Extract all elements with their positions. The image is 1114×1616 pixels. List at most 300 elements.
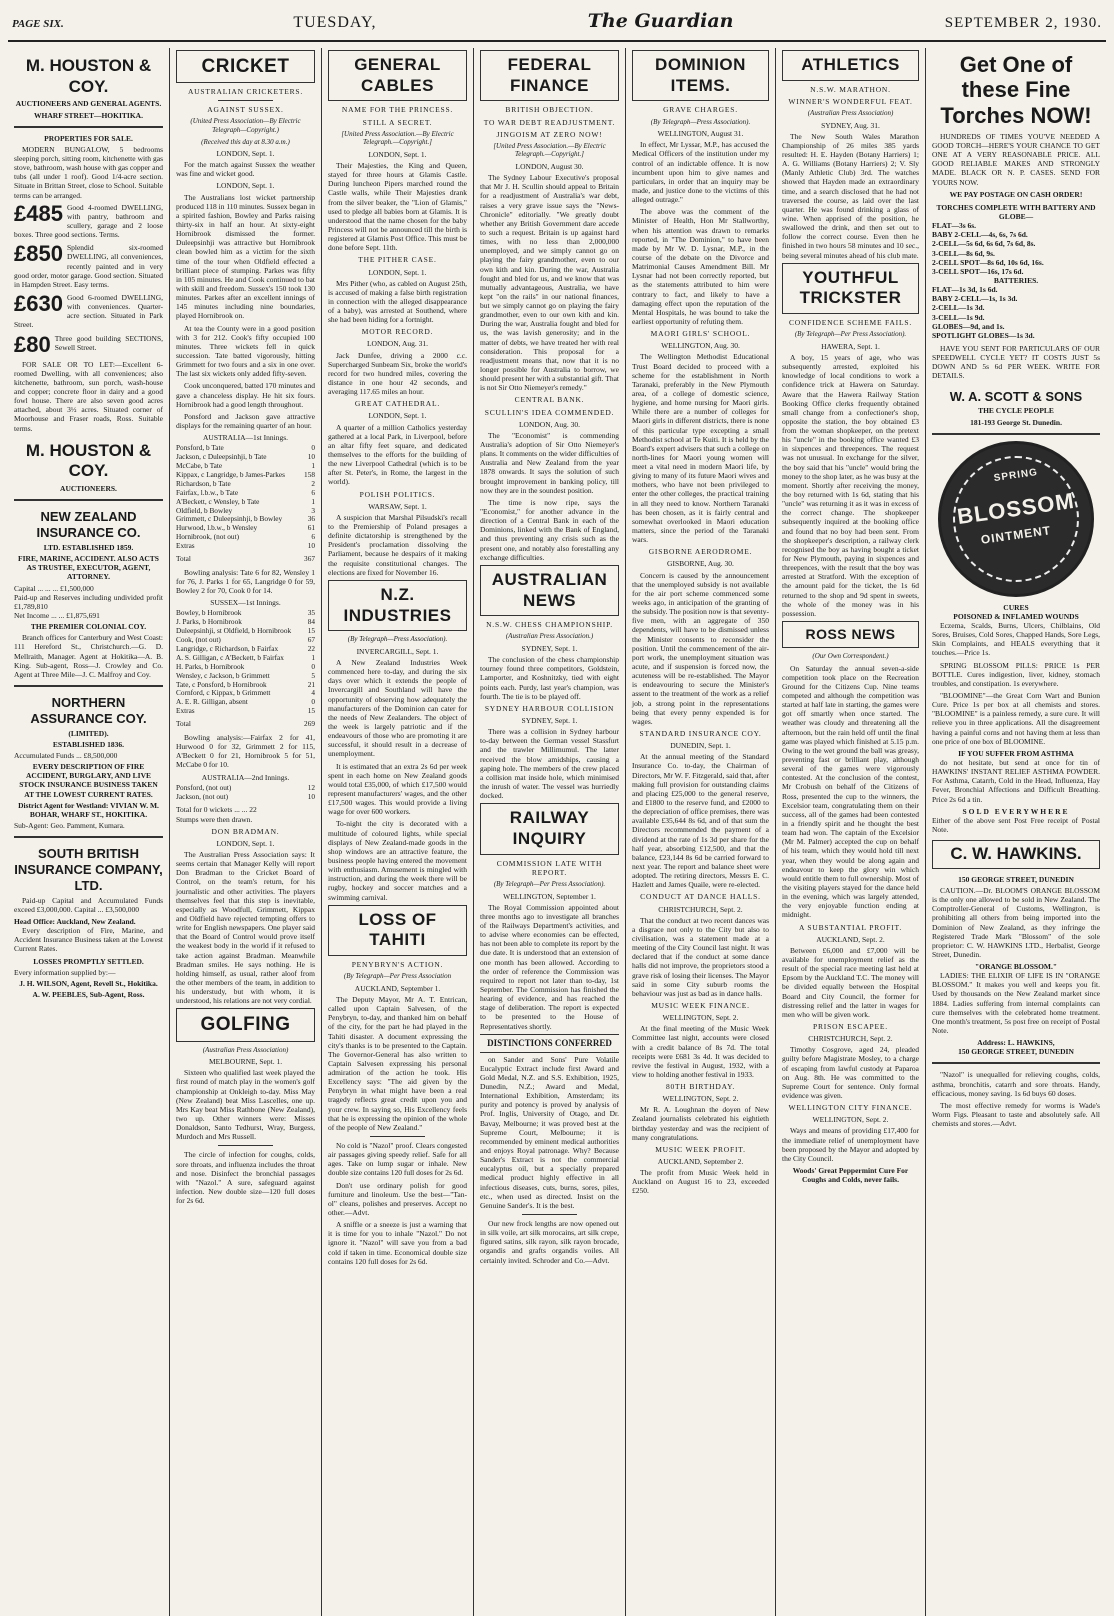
batsman: Richardson, b Tate (176, 478, 231, 488)
nz-industries-para-1: A New Zealand Industries Week commenced here to-day, and during the six days over which it extends the people of Invercargill and Southland will have the opportunity of observing how adequately the manufacturers of the Dominion can cater for the needs of New Zealanders. The object of the week is largely patriotic and if the endeavours of those who are promoting it are successful, it should result in a decrease of unemployment. (328, 658, 467, 759)
battery-price-item: SPOTLIGHT GLOBES—1s 3d. (932, 330, 1035, 340)
general-cables-heading: GENERAL CABLES (328, 50, 467, 101)
dateline: GISBORNE, Aug. 30. (667, 559, 734, 569)
escapee-para: Timothy Cosgrove, aged 24, pleaded guilty before Magistrate Mosley, to a charge of escaping from lawful custody at Paparoa on Aug. 8th. He was committed to the Supreme Court for sentence. Only formal evidence was given. (782, 1045, 919, 1100)
battery-price-item: GLOBES—9d, and 1s. (932, 321, 1005, 331)
birthday-heading: 80TH BIRTHDAY. (665, 1082, 736, 1092)
nz-insurance-branch: Branch offices for Canterbury and West Coast: 111 Hereford St., Christchurch.—G. D. Mellraith, Manager. Agent at Hokitika—A. B. King. Sub-agent, Ross—J. Crowley and Co. Agent at Three Mile—J. C. Malfroy and Coy. (14, 633, 163, 679)
runs: 1 (311, 496, 315, 506)
torch-price-item: 3-CELL SPOT—16s, 17s 6d. (932, 266, 1024, 276)
nazol-advert-2: A sniffle or a sneeze is just a warning that it is time for you to inhale "Nazol." Do not ignore it. "Nazol" will save you from a bad cold if taken in time. Economical double size contains 120 full doses for 2s 6d. (328, 1220, 467, 1266)
logo-word-top: SPRING (993, 466, 1039, 484)
dominion-items-heading: DOMINION ITEMS. (632, 50, 769, 101)
princess-para: Their Majesties, the King and Queen, stayed for three hours at Glamis Castle. During luncheon Pipers marched round the Castle walls, while Their Majesties drank from the silver beaker, the "Lion of Glamis," used to pledge all babies born at Glamis. It is understood that the name chosen for the baby Princess will not be announced till the birth is registered at Glamis Post Office. This must be done before Sept. 11th. (328, 160, 467, 253)
scott-sons-address: 181-193 George St. Dunedin. (970, 417, 1062, 427)
scott-sons-sub: THE CYCLE PEOPLE (978, 406, 1054, 416)
dateline: DUNEDIN, Sept. 1. (670, 741, 731, 751)
dateline: INVERCARGILL, Sept. 1. (356, 646, 439, 656)
torch-price-list (932, 221, 1100, 276)
houston-firm: M. HOUSTON & COY. (25, 56, 152, 96)
south-british-agent-2: A. W. PEEBLES, Sub-Agent, Ross. (32, 989, 145, 999)
logo-word-main: BLOSSOM (955, 487, 1077, 529)
motor-heading: MOTOR RECORD. (361, 327, 434, 337)
battery-price-item: BABY 2-CELL—1s, 1s 3d. (932, 294, 1018, 304)
scorecard-row (176, 533, 315, 542)
dominion-source: (By Telegraph—Press Association). (650, 117, 751, 126)
blossom-pills: SPRING BLOSSOM PILLS: PRICE 1s PER BOTTLE. Cures indigestion, liver, kidney, stomach troubles, and constipation. 1s everywhere. (932, 660, 1100, 688)
batsman: J. Parks, b Hornibrook (176, 617, 242, 627)
dateline: CHRISTCHURCH, Sept. 2. (658, 904, 743, 914)
newspaper-title: The Guardian (587, 10, 734, 32)
battery-price-list (932, 285, 1100, 340)
stumps-note: Stumps were then drawn. (176, 814, 253, 824)
batsman: Langridge, c Richardson, b Fairfax (176, 643, 279, 653)
runs: 0 (311, 661, 315, 671)
escapee-heading: PRISON ESCAPEE. (813, 1021, 888, 1031)
dateline: LONDON, Aug. 30. (518, 419, 581, 429)
south-british-agent-1: J. H. WILSON, Agent, Revell St., Hokitika. (19, 978, 158, 988)
runs: 6 (311, 487, 315, 497)
hawkins-name: C. W. HAWKINS. (932, 840, 1100, 869)
torch-price-item: 3-CELL—8s 6d, 9s. (932, 248, 995, 258)
hawkins-address: 150 GEORGE STREET, DUNEDIN (958, 874, 1074, 884)
princess-sub-2: STILL A SECRET. (362, 117, 433, 127)
nz-insurance-established: LTD. ESTABLISHED 1859. (43, 543, 134, 553)
asthma-heading: IF YOU SUFFER FROM ASTHMA (958, 748, 1074, 758)
northern-assurance-desc: EVERY DESCRIPTION OF FIRE ACCIDENT, BURGLARY, AND LIVE STOCK INSURANCE BUSINESS TAKEN AT THE LOWEST CURRENT RATES. (19, 762, 158, 799)
runs: 15 (307, 626, 315, 636)
nazol-advert-3: "Nazol" is unequalled for relieving coughs, colds, asthma, bronchitis, catarrh and sore throats. Handy, efficacious, money saving. 1s 6d buys 60 doses. (932, 1070, 1100, 1098)
masthead (8, 10, 1106, 42)
battery-price-item: 2-CELL—1s 3d. (932, 303, 985, 313)
birthday-para: Mr R. A. Loughnan the doyen of New Zealand journalists celebrated his eightieth birthday yesterday and was the recipient of many congratulations. (632, 1105, 769, 1142)
city-finance-para: Ways and means of providing £17,400 for the immediate relief of unemployment have been proposed by the Mayor and adopted by the City Council. (782, 1126, 919, 1163)
pither-para: Mrs Pither (who, as cabled on August 25th, is accused of making a false birth registration in connection with the alleged disappearance of a baby), was arrested at Southend, where she had been hiding for a fortnight. (328, 278, 467, 325)
columns (8, 48, 1106, 1616)
dateline: LONDON, August 30. (515, 161, 584, 171)
column-7-ads (926, 48, 1106, 1616)
torch-postage: WE PAY POSTAGE ON CASH ORDER! (949, 189, 1083, 199)
cricket-para-2: The Australians lost wicket partnership produced 118 in 110 minutes. Sussex began in a spirited fashion, Bowley and Parks raising thirty-six in half an hour. At sixty-eight Hornibrook dismissed the former. Duleepsinhji was attractive but Hornibrook clean bowled him as a victim for the sixth time of the tour when Oldfield effected a brilliant piece of stumping. Parkes was fifty in 105 minutes. He and Cook continued to bat with skill and freedom. Sussex's 150 took 130 minutes. Parkes after an excellent innings of 145 minutes including nine boundaries, played Hornibrook on. (176, 192, 316, 321)
divider (932, 433, 1100, 435)
cricket-received: (Received this day at 8.30 a.m.) (201, 137, 290, 146)
northern-assurance-title: NORTHERN ASSURANCE COY. (30, 694, 147, 726)
standard-insurance-heading: STANDARD INSURANCE COY. (639, 729, 762, 738)
dateline: WELLINGTON, Sept. 2. (662, 1013, 739, 1023)
aerodrome-heading: GISBORNE AERODROME. (648, 547, 753, 557)
dateline: WELLINGTON, September 1. (503, 891, 596, 901)
profit-para: Between £6,000 and £7,000 will be available for unemployment relief as the result of the special race meeting last held at Epsom by the Auckland T.C. The money will be divided equally between the Hospital Board and City Council, the former for distressing relief and the latter in wages for men who will be given work. (782, 945, 919, 1019)
tahiti-sub: PENYBRYN'S ACTION. (351, 960, 444, 970)
dateline: AUCKLAND, Sept. 2. (816, 934, 885, 944)
profit-heading: A SUBSTANTIAL PROFIT. (798, 922, 903, 932)
runs: 21 (307, 679, 315, 689)
pither-heading: THE PITHER CASE. (358, 255, 437, 265)
dateline: SYDNEY, Sept. 1. (521, 715, 578, 725)
south-british-desc: Every description of Fire, Marine, and Accident Insurance Business taken at the Lowest Current Rates. (14, 926, 163, 954)
logo-word-bottom: OINTMENT (979, 522, 1052, 547)
page-label: PAGE SIX. (12, 18, 64, 30)
orange-blossom-heading: "ORANGE BLOSSOM." (974, 962, 1058, 972)
blossom-poison: POISONED & INFLAMED WOUNDS (953, 611, 1079, 621)
batsman: Cook, (not out) (176, 635, 221, 645)
divider (14, 685, 163, 687)
nz-insurance-income: Net Income ... ... £1,875,691 (14, 611, 100, 620)
total-value: 367 (304, 553, 315, 563)
total-label: Total (176, 719, 191, 729)
divider (370, 1136, 426, 1137)
batsman: A. E. R. Gilligan, absent (176, 697, 248, 707)
general-cables-source: [United Press Association.—By Electric Telegraph.—Copyright.] (341, 129, 454, 147)
batsman: Grimmett, c Duleepsinhji, b Bowley (176, 514, 283, 524)
golfing-source: (Australian Press Association) (202, 1045, 289, 1054)
central-bank-sub: SCULLIN'S IDEA COMMENDED. (484, 407, 615, 417)
batsman: A. S. Gilligan, c A'Beckett, b Fairfax (176, 652, 284, 662)
nz-insurance-reserves: Paid-up and Reserves including undivided profit £1,789,810 (14, 592, 163, 611)
divider (14, 126, 163, 128)
maori-school-heading: MAORI GIRLS' SCHOOL. (650, 329, 751, 339)
nz-industries-para-2: It is estimated that an extra 2s 6d per week spent in each home on New Zealand goods would total £35,000, of which £17,500 would represent manufacturers' wages, and the other £17,500 wages. This would provide a living wage for over 600 workers. (328, 761, 467, 817)
property-6: FOR SALE OR TO LET:—Excellent 6-roomed Dwelling, with all conveniences; also kitchenette, bathroom, sun porch, wash-house and copper; concrete floor in dairy and a good fowl house. There are also seven good acres attached, about 3½ acres. Situated corner of Moorhouse and Fraser roads, Ross. Suitable terms. (14, 359, 163, 433)
bloomine-advert: "BLOOMINE"—the Great Corn Wart and Bunion Cure. Price 1s per box at all chemists and stores. "BLOOMINE" is a painless remedy, a sure cure. It will relieve you in three applications. All the disagreement having a painful corns and not having them at less than one price of one box of BLOOMINE. (932, 690, 1100, 746)
music-week-profit-para: The profit from Music Week held in Auckland on August 16 to 23, exceeded £250. (632, 1168, 769, 1196)
batsman: McCabe, b Tate (176, 461, 223, 471)
dateline: HAWERA, Sept. 1. (821, 341, 880, 351)
runs: 6 (311, 532, 315, 542)
spring-blossom-logo (938, 441, 1094, 597)
woods-advert: Woods' Great Peppermint Cure For Coughs and Colds, never fails. (792, 1165, 909, 1185)
sold-note: Either of the above sent Post Free receipt of Postal Note. (932, 815, 1100, 834)
grave-charges-sub: GRAVE CHARGES. (663, 105, 738, 115)
cricket-dateline: LONDON, Sept. 1. (216, 149, 275, 159)
price-3: £630 (14, 291, 63, 316)
tahiti-heading: LOSS OF TAHITI (328, 905, 467, 956)
standard-insurance-para: At the annual meeting of the Standard Insurance Co. to-day, the Chairman of Directors, Mr W. F. Fitzgerald, said that, after making full provision for outstanding claims and placing £25,000 to the general reserve, and £1800 to the reserve fund, and £2000 to the depreciation of office premises, there was available £35,644 8s 6d, and of that sum the Directors recommended the payment of a dividend at the rate of 1s 3d per share for the half year, absorbing £12,500, and that the balance, £23,144 8s 6d be carried forward to next year. The report and balance sheet were adopted. The retiring directors, Messrs E. C. Hazlett and James Quaile, were re-elected. (632, 752, 769, 890)
properties-heading: PROPERTIES FOR SALE. (44, 133, 133, 143)
price-2: £850 (14, 241, 63, 267)
railway-inquiry-heading: RAILWAY INQUIRY (480, 803, 619, 854)
batsman: Tate, c Ponsford, b Hornibrook (176, 679, 267, 689)
houston-sub-2: AUCTIONEERS. (60, 484, 117, 494)
dateline: WELLINGTON, August 31. (657, 129, 744, 139)
federal-para-1: The Sydney Labour Executive's proposal that Mr J. H. Scullin should appeal to Britain for a readjustment of Australia's war debt, raises a very grave issue says the "News-Chronicle" editorially. "We greatly doubt whether any British Government dare accede to such a request. Britain is up against hard times, with no less than 2,000,000 unemployed, and we simply cannot go on playing the fairy grandmother, even to our own kith and kin. During the war, Australia fought and bled for us, and we know that was mutually advantageous, Australia, we have kept "on the rails" in our national finances, but we simply cannot go on playing the fairy grandmother, even to our own kith and kin. During the war, Australia fought and bled for us, the was lavish generosity; and in the matter of debts, we have treated her with real consideration. This proposal for a readjustment means that, now that it is no longer possible for Australia to borrow, we should present her with a substantial gift. That is not Sir Otto Niemeyer's remedy." (480, 173, 620, 393)
schroder-advert: Our new frock lengths are now opened out in silk voile, art silk morocains, art silk crepe, figured satins, silk rayon, silk rayon brocade, organdis and grafts organdis voiles. All certainly invited. Schroder and Co.—Advt. (480, 1219, 619, 1265)
dance-halls-para: That the conduct at two recent dances was a disgrace not only to the City but also to civilisation, was a statement made at a meeting of the City Council last night. It was declared that if the conduct at some dance halls did not improve, the proprietors stood a grave risk of losing their licenses. The Mayor said in some City suburb rooms the behaviour was just as bad as in dance halls. (632, 915, 769, 998)
ross-source: (Our Own Correspondent.) (812, 652, 889, 661)
runs: 0 (311, 697, 315, 707)
property-4: Good 6-roomed DWELLING, with conveniences. Quarter-acre section. Situated in Park Street. (14, 293, 163, 330)
athletics-source: (Australian Press Association) (807, 109, 894, 118)
confidence-sub: CONFIDENCE SCHEME FAILS. (788, 318, 913, 328)
central-bank-para-1: The "Economist" is commending Australia's adoption of Sir Otto Niemeyer's plans. It comments on the wider difficulties of Australia and New Zealand from the year 1878 onwards. It says the solution of such brought improvement in banking policy, till now they are in the soundest position. (480, 430, 619, 495)
batsman: Bowley, b Hornibrook (176, 608, 242, 618)
youthful-trickster-heading: YOUTHFUL TRICKSTER (782, 263, 919, 314)
dateline: AUCKLAND, September 1. (354, 983, 441, 993)
dance-halls-heading: CONDUCT AT DANCE HALLS. (640, 892, 761, 902)
south-british-info: Every information supplied by:— (14, 967, 116, 977)
column-5-dominion-items (626, 48, 776, 1616)
divider (218, 1145, 274, 1146)
batteries-heading: BATTERIES. (993, 276, 1039, 285)
column-2-cricket (170, 48, 322, 1616)
collision-para: There was a collision in Sydney harbour to-day between the German vessel Stassfurt and the trawler Millimumul. The latter received the blow amidships, causing a gaping hole. The members of the crew placed a collision mat inside hole, which minimised the inrush of water. The vessel was hurriedly docked. (480, 727, 619, 801)
batsman: H. Parks, b Hornibrook (176, 661, 245, 671)
polish-heading: POLISH POLITICS. (359, 489, 436, 499)
cricket-source: (United Press Association—By Electric Telegraph—Copyright.) (190, 117, 301, 134)
batsman: Duleepsinhji, st Oldfield, b Hornibrook (176, 626, 292, 636)
cathedral-heading: GREAT CATHEDRAL. (354, 399, 441, 409)
scott-sons-name: W. A. SCOTT & SONS (949, 388, 1083, 404)
athletics-heading: ATHLETICS (782, 50, 919, 81)
federal-sub-1: BRITISH OBJECTION. (505, 105, 594, 115)
tanol-advert: Don't use ordinary polish for good furniture and linoleum. Use the best—"Tan-ol" cleans, polishes and preserves. Accept no other.—Advt. (328, 1180, 467, 1218)
runs: 10 (307, 541, 315, 551)
torch-price-item: 2-CELL SPOT—8s 6d, 10s 6d, 16s. (932, 257, 1044, 267)
dateline: SYDNEY, Sept. 1. (521, 644, 578, 653)
australia-2nd-total: Total for 0 wickets ... ... 22 (176, 805, 257, 815)
music-week-finance-para: At the final meeting of the Music Week Committee last night, accounts were closed with a credit balance of 8s 7d. The total receipts were £681 3s 4d. It was decided to revive the festival in August, 1932, with a view to holding another festival in 1933. (632, 1024, 769, 1079)
batsman: Ponsford, b Tate (176, 443, 224, 453)
batsman: Hurwood, l.b.w., b Wensley (176, 523, 258, 533)
property-1: MODERN BUNGALOW, 5 bedrooms sleeping porch, sitting room, kitchenette with gas stove, bathroom, wash house with gas copper and tubs (all under 1 roof). Good 1/4-acre section. Situate in Brittan Street, close to School. Suitable terms can be arranged. (14, 144, 163, 200)
chess-heading: N.S.W. CHESS CHAMPIONSHIP. (486, 620, 613, 630)
aerodrome-para: Concern is caused by the announcement that the unemployed subsidy is not available for the air port scheme commenced some weeks ago, in anticipation of the granting of the subsidy. The position now is that seventy-five men, with an aggregate of 350 dependents, will have to be dismissed unless the Minister consents to reconsider the position. Until the commencement of the air-port work, the unemployment situation was acute, and if suspension is forced now, the acuteness will be re-established. The Mayor is endeavouring to secure the Minister's assent to the treatment of the work as a relief job, a strong point in the representations being that every penny expended is for wages. (632, 570, 769, 726)
collision-heading: SYDNEY HARBOUR COLLISION (484, 703, 615, 713)
batsman: Kippax, c Langridge, b James-Parkes (176, 469, 286, 479)
cricket-para-1: For the match against Sussex the weather was fine and wicket good. (176, 160, 315, 179)
marathon-sub: N.S.W. MARATHON. (810, 84, 891, 94)
northern-assurance-subagent: Sub-Agent: Geo. Pamment, Kumara. (14, 820, 125, 830)
winner-sub: WINNER'S WONDERFUL FEAT. (788, 96, 913, 106)
batsman: Hornibrook, (not out) (176, 532, 240, 542)
battery-price-item: FLAT—1s 3d, 1s 6d. (932, 285, 998, 295)
golfing-heading: GOLFING (176, 1008, 315, 1041)
australia-2nd-innings-heading: AUSTRALIA—2nd Innings. (201, 772, 290, 782)
runs: 10 (307, 791, 315, 801)
dateline: WELLINGTON, Aug. 30. (661, 341, 740, 351)
runs: 0 (311, 443, 315, 453)
batsman: Jackson, c Duleepsinhji, b Tate (176, 452, 267, 462)
runs: 2 (311, 478, 315, 488)
northern-assurance-agent: District Agent for Westland: VIVIAN W. M. BOHAR, WHARF ST., HOKITIKA. (18, 800, 159, 819)
torch-price-item: FLAT—3s 6s. (932, 221, 977, 231)
cricket-sub-1: AUSTRALIAN CRICKETERS. (187, 87, 304, 97)
trickster-para: A boy, 15 years of age, who was subsequently arrested, exploited his knowledge of local conditions to work a confidence trick at Hawera on Saturday. Aware that the Hawera Railway Station Booking Office clerks frequently obtained small change from a confectioner's shop, opposite the station, the boy obtained £3 from the woman shopkeeper, on the pretext his "uncle" in the booking office wanted £3 in sixpences and threepences. The request was not unusual. In exchange for the silver, the boy said that his "uncle" would bring the money to the shop later, as he was busy at the moment. Shortly after receiving the money, the boy returned with 1s 6d, stating that his "uncle" was returning it as it was in excess of the correct change. The shopkeeper subsequently inquired at the booking office and found that no boy had been sent. From the shopkeeper's description, a railway clerk recognised the boy as having bought a ticket for New Plymouth, paying in sixpences and threepences, with the result that the boy was arrested at Stratford. With the exception of the amount paid for the ticket, the 1s 6d returned to the shop and 9d spent in sweets, the whole of the money was in his possession. (782, 352, 919, 618)
northern-assurance-funds: Accumulated Funds ... £8,500,000 (14, 750, 118, 760)
property-5: Three good building SECTIONS, Sewell Street. (54, 333, 163, 352)
runs: 5 (311, 670, 315, 680)
issue-day: TUESDAY, (293, 14, 377, 31)
runs: 61 (307, 523, 315, 533)
bradman-dateline: LONDON, Sept. 1. (216, 838, 275, 848)
houston-firm-2: M. HOUSTON & COY. (25, 440, 152, 481)
nz-insurance-title: NEW ZEALAND INSURANCE CO. (36, 509, 141, 541)
nz-insurance-capital: Capital ... ... ... £1,500,000 (14, 583, 94, 593)
australia-bowling: Bowling analysis: Tate 6 for 82, Wensley 1 for 76, J. Parks 1 for 65, Langridge 0 for 59, Bowley 2 for 70, Cook 0 for 14. (176, 567, 315, 596)
ladies-address: Address: L. HAWKINS, (977, 1038, 1055, 1048)
music-week-finance-heading: MUSIC WEEK FINANCE. (651, 1000, 750, 1010)
batsman: A'Beckett, c Wensley, b Tate (176, 496, 260, 506)
divider (14, 836, 163, 838)
dateline: SYDNEY, Aug. 31. (821, 120, 880, 130)
cricket-para-3: At tea the County were in a good position with 3 for 212. Cook's fifty occupied 100 minutes. Three wickets fell in quick succession. Tate batted vigorously, hitting Grimmett for two fours and a six in one over. The last six wickets only added fifty-seven. (176, 323, 315, 379)
sussex-scorecard (176, 609, 315, 716)
batsman: Oldfield, b Bowley (176, 505, 233, 515)
nz-insurance-lines: FIRE, MARINE, ACCIDENT. ALSO ACTS AS TRUSTEE, EXECUTOR, AGENT, ATTORNEY. (18, 554, 159, 582)
price-4: £80 (14, 331, 51, 357)
runs: 15 (307, 706, 315, 716)
scorecard-row (176, 793, 315, 802)
distinctions-para: on Sander and Sons' Pure Volatile Eucalyptic Extract include first Award and Gold Medal, N.Z. and S.S. Exhibition, 1925, Dunedin, N.Z.; Award and Medal, International Exhibition, Amsterdam; its purity and potency is proved by analysis of Prof. Inglis, University of Otago, and Dr. Bavay, Melbourne; it was proved best at the Supreme Court, Melbourne; it is recommended by eminent medical authorities and enjoys Royal patronage. Why? Because Sander's Extract is not the commercial eucalyptus oil, but a specially prepared medical product highly effective in all infectious diseases, cuts, burns, sores, piles, etc., when used as directed. Insist on the Genuine Sander's. It is the best. (480, 1054, 619, 1210)
cathedral-para: A quarter of a million Catholics yesterday gathered at a local Park, in Liverpool, before an altar fifty feet square, and dedicated themselves to the efforts for the building of the new Liverpool Cathedral (which is to be after St. Peter's, in Rome, the largest in the world). (328, 422, 467, 487)
total-value: 269 (304, 719, 315, 729)
houston-address: WHARF STREET—HOKITIKA. (34, 110, 143, 120)
central-bank-heading: CENTRAL BANK. (514, 395, 585, 405)
railway-sub: COMMISSION LATE WITH REPORT. (496, 858, 603, 877)
dateline: LONDON, Sept. 1. (368, 149, 427, 159)
divider (218, 100, 274, 101)
motor-para: Jack Dunfee, driving a 2000 c.c. Supercharged Sunbeam Six, broke the world's record for two hundred miles, covering the distance in one hour 42 seconds, and averaging 117.65 miles an hour. (328, 350, 467, 397)
batsman: Ponsford, (not out) (176, 782, 232, 792)
runs: 22 (307, 643, 315, 653)
hawkins-caution: CAUTION.—Dr. BLOOM'S ORANGE BLOSSOM is the only one allowed to be sold in New Zealand. The Comptroller-General of Customs, Wellington, is prohibiting all others from being imported into the Dominion of New Zealand, as they infringe the Registered Trade Mark "Blossom" of the sole proprietor: C. W. HAWKINS LTD., Herbalist, George Street, Dunedin. (932, 885, 1100, 959)
dateline: LONDON, Sept. 1. (368, 267, 427, 277)
batsman: Cornford, c Kippax, b Grimmett (176, 688, 271, 698)
battery-price-item: 3-CELL—1s 9d. (932, 312, 985, 322)
batsman: Jackson, (not out) (176, 791, 229, 801)
runs: 158 (304, 469, 315, 479)
nz-industries-source: (By Telegraph—Press Association). (347, 635, 448, 644)
batsman: Wensley, c Jackson, b Grimmett (176, 670, 270, 680)
marathon-para: The New South Wales Marathon Championship of 26 miles 385 yards resulted: H. E. Hayden (Botany Harriers) 1; A. G. Williams (Botany Harriers) 2; V. Sly (Manly Athletic Club) 3rd. The watches showed that Hayden made an extraordinary time, and a search disclosed that he had not traversed the course, as laid over the last quarter. He was found drinking a glass of wine. When apprised of the position, he swallowed the drink, and then set out to follow the correct course. Even then he finished in two hours 58 minutes and 10 sec., being several minutes ahead of his club mate. (782, 131, 919, 260)
australia-total (176, 555, 315, 564)
chess-source: (Australian Press Association.) (505, 632, 594, 641)
cricket-sub-2: AGAINST SUSSEX. (207, 105, 284, 115)
issue-date: SEPTEMBER 2, 1930. (944, 15, 1102, 31)
northern-assurance-ltd: (LIMITED). (68, 728, 109, 738)
nazol-advert-1: No cold is "Nazol" proof. Clears congested air passages giving speedy relief. Safe for all ages. Take on lump sugar or inhale. New double size contains 120 full doses for 2s 6d. (328, 1141, 467, 1178)
dateline: WELLINGTON, Sept. 2. (662, 1094, 739, 1104)
dateline: WARSAW, Sept. 1. (368, 501, 427, 511)
property-3: Splendid six-roomed DWELLING, all conveniences, recently painted and in very good order, motor garage. Good section. Situated in Hampden Street. Easy terms. (14, 243, 163, 289)
south-british-capital: Paid-up Capital and Accumulated Funds exceed £3,000,000. Capital ... £3,500,000 (14, 895, 163, 914)
chess-para: The conclusion of the chess championship tourney found three competitors, Goldstein, Lamporter, and Koshnitzky, tied with eight points each. Purdy, last year's champion, was fourth. The tie is to be played off. (480, 655, 619, 701)
cricket-para-5: Ponsford and Jackson gave attractive displays for the remaining quarter of an hour. (176, 411, 315, 430)
railway-source: (By Telegraph—Per Press Association). (493, 880, 606, 888)
torch-ad-title: Get One of these Fine Torches NOW! (940, 52, 1092, 128)
divider (932, 1062, 1100, 1064)
nz-industries-para-3: To-night the city is decorated with a multitude of coloured lights, while special displays of New Zealand-made goods in the shop windows are an attractive feature, the business people having entered the movement with enthusiasm. Amusement is mingled with instruction, and during the week there will be rugby, hockey and soccer matches and a swimming carnival. (328, 819, 467, 902)
price-1: £485 (14, 200, 63, 226)
music-week-profit-heading: MUSIC WEEK PROFIT. (655, 1144, 746, 1154)
railway-para: The Royal Commission appointed about three months ago to investigate all branches of the Railways Department's activities, and to advise where economies can be effected, has not been able to complete its report by the due date. It is understood that an extension of one month has been allowed. According to the order of reference the Commission was required to report not later than to-day, 1st September. The Commission has finished the hearing of evidence, and has reached the stage of deliberation. The report is expected to be presented to the House of Representatives shortly. (480, 902, 619, 1031)
torch-price-item: BABY 2-CELL—4s, 6s, 7s 6d. (932, 230, 1028, 240)
runs: 3 (311, 505, 315, 515)
torch-intro: HUNDREDS OF TIMES YOU'VE NEEDED A GOOD TORCH—HERE'S YOUR CHANCE TO GET ONE AT A VERY REASONABLE PRICE. ALL GOOD RELIABLE MAKES AND STRONGLY MADE. BLACK OR N. P. CASES. SEND FOR YOURS NOW. (932, 131, 1100, 187)
maori-school-para: The Wellington Methodist Educational Trust Board decided to proceed with a scheme for the establishment in North Taranaki, preferably in the New Plymouth area, of a college of domestic science, hygiene, and home nursing for Maori girls. While there are a number of colleges for Maori girls in different districts, there is none of this particular type excepting a small Methodist school at Te Kuiti. It is held by the Board's expert advisers that such a college on north-lines for Maori young women will meet a vital need in modern Maori life, by giving to many of its future Maori wives and mothers, who have not been privileged to enter the other colleges, the practical training in all they need to know. Northern Taranaki has been chosen, as it is fairly central and somewhat overlooked in Maori education matters, since the period of the Taranaki wars. (632, 352, 769, 545)
central-bank-para-2: The time is now ripe, says the "Economist," for another advance in the direction of a Central Bank in each of the Dominions, linked with the Bank of England, and thus preventing any crisis such as the present one, and notably also forestalling any exchange difficulties. (480, 497, 619, 562)
column-4-federal-finance (474, 48, 626, 1616)
northern-assurance-est: ESTABLISHED 1836. (52, 739, 125, 749)
grave-charges-para-1: In effect, Mr Lyssar, M.P., has accused the Medical Officers of the institution under my control of an indictable offence. It is now incumbent upon him to give names and particulars, in order that an inquiry may be made, and justice done to the victims of this alleged outrage." (632, 140, 769, 205)
sold-everywhere: SOLD EVERYWHERE (962, 806, 1070, 816)
bradman-para: The Australian Press Association says: It seems certain that Manager Kelly will report Don Bradman to the Cricket Board of Control, on the team's return, for his journalistic and other activities. The players themselves feel that this step is inevitable, especially as Woodfull, Grimmett, Kippax and Oldfield have rejected tempting offers to write for English newspapers. One player said that the Board of Control would prove itself the weakest body in the world if it refused to take action against Bradman. Meanwhile Bradman smiles. He says nothing. He is holding himself, as usual, rather aloof from the other members of the team, in addition to his understudy, but with whom, it is understood, his relations are not very cordial. (176, 850, 315, 1006)
nz-insurance-colonial: THE PREMIER COLONIAL COY. (30, 622, 147, 632)
runs: 10 (307, 452, 315, 462)
cricket-heading: CRICKET (176, 50, 315, 83)
south-british-title: SOUTH BRITISH INSURANCE COMPANY, LTD. (14, 846, 163, 893)
column-6-athletics (776, 48, 926, 1616)
federal-source: [United Press Association.—By Electric Telegraph.—Copyright.] (493, 141, 606, 159)
tahiti-source: (By Telegraph—Per Press Association (343, 972, 452, 981)
sussex-innings-heading: SUSSEX—1st Innings. (210, 598, 281, 608)
worm-figs-advert: The most effective remedy for worms is Wade's Worm Figs. Pleasant to taste and absolutely safe. All chemists and stores.—Advt. (932, 1100, 1100, 1129)
runs: 35 (307, 608, 315, 618)
golfing-dateline: MELBOURNE, Sept. 1. (208, 1057, 283, 1067)
torch-price-item: 2-CELL—5s 6d, 6s 6d, 7s 6d, 8s. (932, 239, 1036, 249)
runs: 67 (307, 635, 315, 645)
australia-innings-heading: AUSTRALIA—1st Innings. (202, 433, 288, 443)
polish-para: A suspicion that Marshal Pilsudski's recall to the Premiership of Poland presages a definite dictatorship is strengthened by the President's proclamation dissolving the Parliament, because he despairs of it making the requisite constitutional changes. The elections are fixed for November 16. (328, 512, 467, 577)
nazol-advert: The circle of infection for coughs, colds, sore throats, and influenza includes the throat and nose. Disinfect the bronchial passages with "Nazol." A sure, safeguard against infection. New double size—120 full doses for 2s 6d. (176, 1150, 315, 1206)
runs: 36 (307, 514, 315, 524)
runs: 12 (307, 782, 315, 792)
batsman: Fairfax, l.b.w., b Tate (176, 487, 239, 497)
golfing-para: Sixteen who qualified last week played the first round of match play in the women's golf championship at Onkleigh to-day. Miss May (New Zealand) beat Miss Lascelles, one up. Mrs Kay beat Miss Rathbone (New Zealand), two up. Other winners were: Misses Donaldson, Santo Tedhurst, Wray, Burgess, Murdoch and Mrs Russell. (176, 1068, 315, 1142)
ladies-advert: LADIES: THE ELIXIR OF LIFE IS IN "ORANGE BLOSSOM." It makes you well and keeps you fit. Used by thousands on the New Zealand market since 1884. Ladies suffering from internal complaints can cure themselves with the celebrated home treatment. One month's treatment, 5s post free on receipt of Postal Note. (932, 971, 1100, 1036)
cricket-dateline-2: LONDON, Sept. 1. (216, 181, 275, 191)
asthma-para: do not hesitate, but send at once for tin of HAWKINS' INSTANT RELIEF ASTHMA POWDER. For Asthma, Catarrh, Cold in the Head, Influenza, Hay Fever, Bronchial Affections and Difficult Breathing. Price 2s 6d a tin. (932, 757, 1100, 804)
property-2: Good 4-roomed DWELLING, with pantry, bathroom and scullery, garage and 2 loose boxes. Three good sections. Terms. (14, 202, 163, 240)
runs: 84 (307, 617, 315, 627)
dateline: CHRISTCHURCH, Sept. 2. (808, 1034, 893, 1044)
south-british-losses: LOSSES PROMPTLY SETTLED. (33, 956, 144, 966)
blossom-cures: CURES (1003, 602, 1029, 612)
city-finance-heading: WELLINGTON CITY FINANCE. (788, 1103, 913, 1113)
batsman: Extras (176, 541, 195, 551)
runs: 4 (311, 688, 315, 698)
ross-para: On Saturday the annual seven-a-side competition took place on the Recreation Ground for the Citizens Cup. Nine teams competed and although the competition was started at half late in starting, the games were got off smartly when once started. The weather was cloudy and threatening all the afternoon, but the rain held off until the final game was played which finished at 5.15 p.m. Owing to the wet ground the ball was greasy, preventing fast or brilliant play, although several of the games were vigorously contested. At the conclusion of the contest, Mr Crobush on behalf of the Citizens of Ross, presented the cup to the winners, the Excelsior team, congratulating them on their success, all of the games had been contested in a friendly spirit and he thought the best team had won. The captain of the Excelsior (Mr M. Palmer) accepted the cup on behalf of his team, which they would hold till next year, when they would be along again and endeavour to keep the glory win which would entitle them to full ownership. Most of the visiting players stayed for the dance held in the evening, which was largely attended, the very enjoyable function ending at midnight. (782, 663, 919, 920)
bradman-heading: DON BRADMAN. (211, 826, 280, 836)
divider (14, 499, 163, 501)
grave-charges-para-2: The above was the comment of the Minister of Health, Hon Mr Stallworthy, when his attention was drawn to remarks reported, in "The Dominion," to have been made by Mr W. D. Lysnar, M.P., in the course of the debate on the Divorce and Matrimonial Causes Amendment Bill. Mr Lysnar had not been correctly reported, but as the statements attributed to him were contrary to fact, and likely to have a damaging effect upon the reputation of the Mental Hospitals, he was bound to take the earliest opportunity of refuting them. (632, 207, 769, 326)
federal-finance-heading: FEDERAL FINANCE (480, 50, 619, 101)
dateline: AUCKLAND, September 2. (657, 1157, 744, 1167)
torch-complete: TORCHES COMPLETE WITH BATTERY AND GLOBE— (936, 202, 1096, 222)
australia-scorecard (176, 444, 315, 551)
houston-sub: AUCTIONEERS AND GENERAL AGENTS. (15, 99, 162, 109)
distinctions-heading: DISTINCTIONS CONFERRED (480, 1034, 619, 1053)
tahiti-para: The Deputy Mayor, Mr A. T. Entrican, called upon Captain Salvesen, of the Penybryn, to-day, and thanked him on behalf of the city, for the part he had played in the Tahiti disaster. A document expressing the city's thanks is to be presented to the Captain. The Governor-General has also written to Captain Salvesen expressing his personal admiration of the action he took. His Excellency says: "The aid given by the Penybryn in what might have been a real tragedy reflects great credit upon you and your crew. In saying so, His Excellency feels that he is expressing the opinion of the whole of the people of New Zealand." (328, 994, 467, 1132)
column-3-general-cables (322, 48, 474, 1616)
cycle-offer: HAVE YOU SENT FOR PARTICULARS OF OUR SPEEDWELL CYCLE YET? IT COSTS JUST 5s DOWN AND 5s 6d PER WEEK. WRITE FOR DETAILS. (932, 343, 1100, 381)
dateline: WELLINGTON, Sept. 2. (812, 1115, 889, 1125)
australia-2nd-scorecard (176, 784, 315, 802)
sussex-total (176, 720, 315, 729)
dateline: LONDON, Sept. 1. (368, 411, 427, 421)
batsman: Extras (176, 706, 195, 716)
scorecard-row (176, 698, 315, 707)
divider (522, 1214, 578, 1215)
runs: 1 (311, 652, 315, 662)
ross-news-heading: ROSS NEWS (782, 621, 919, 648)
scorecard-row (176, 707, 315, 716)
federal-sub-3: JINGOISM AT ZERO NOW! (496, 129, 603, 139)
blossom-list: Eczema, Scalds, Burns, Ulcers, Chilblains, Old Sores, Bruises, Cold Sores, Chapped Hands, Sore Legs, Skin Complaints, and HEALS everything that it touches.—Price 1s. (932, 620, 1100, 658)
australian-news-heading: AUSTRALIAN NEWS (480, 565, 619, 616)
federal-sub-2: TO WAR DEBT READJUSTMENT. (483, 117, 616, 127)
column-1-ads (8, 48, 170, 1616)
